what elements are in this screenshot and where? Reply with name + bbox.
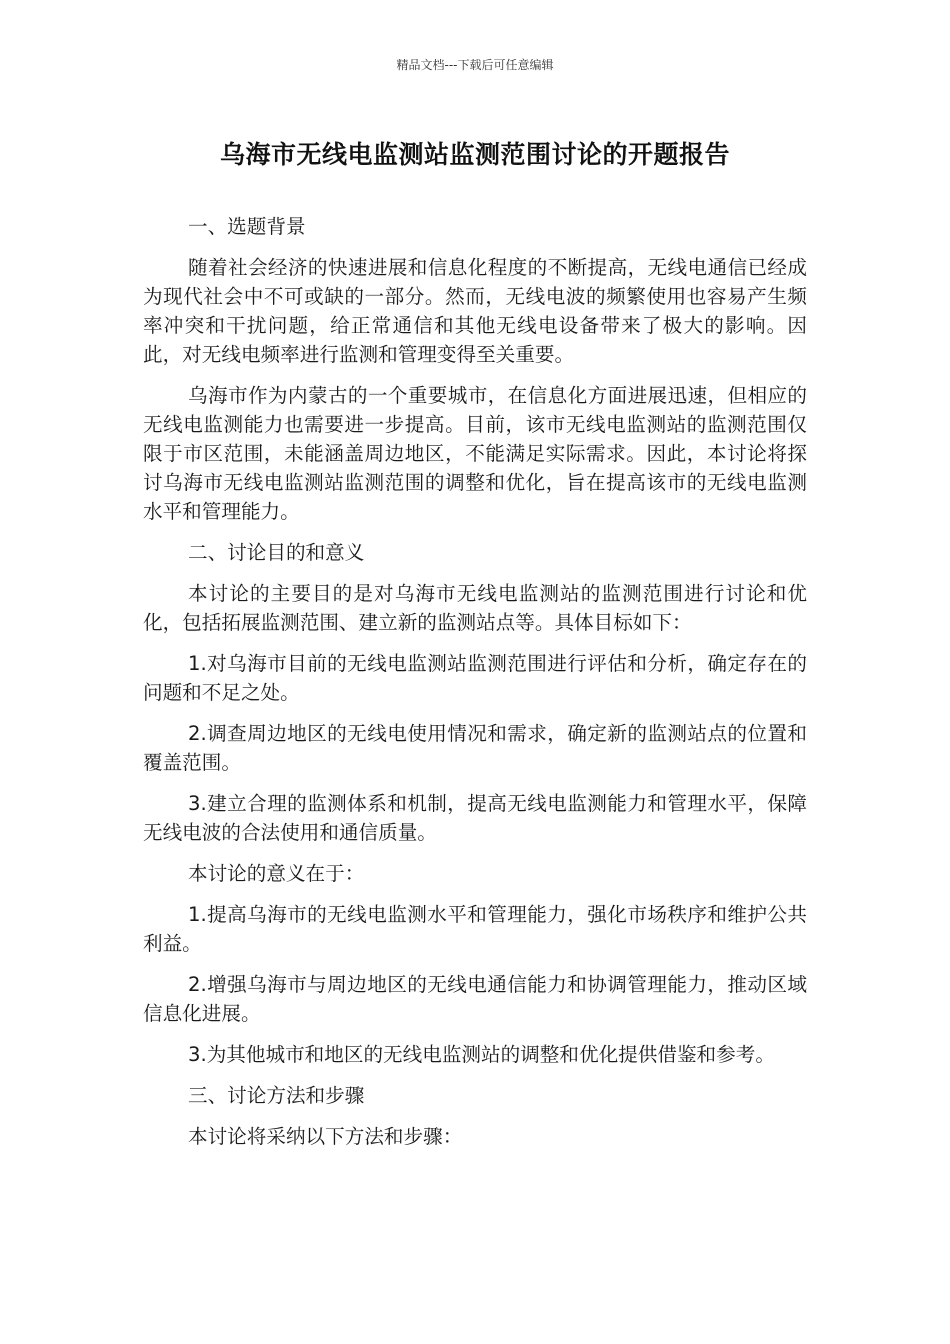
paragraph-purpose-intro: 本讨论的主要目的是对乌海市无线电监测站的监测范围进行讨论和优化，包括拓展监测范围、建立新的监测站点等。具体目标如下：	[143, 582, 807, 634]
paragraph-background-2: 乌海市作为内蒙古的一个重要城市，在信息化方面进展迅速，但相应的无线电监测能力也需要进一步提高。目前，该市无线电监测站的监测范围仅限于市区范围，未能涵盖周边地区，不能满足实际需求。因此，本讨论将探讨乌海市无线电监测站监测范围的调整和优化，旨在提高该市的无线电监测水平和管理能力。	[143, 384, 807, 523]
list-item-significance-2: 2.增强乌海市与周边地区的无线电通信能力和协调管理能力，推动区域信息化进展。	[143, 973, 807, 1025]
document-body	[143, 212, 807, 1163]
section-heading-purpose: 二、讨论目的和意义	[188, 541, 365, 564]
section-heading-methods: 三、讨论方法和步骤	[188, 1084, 365, 1107]
document-title: 乌海市无线电监测站监测范围讨论的开题报告	[219, 140, 730, 169]
list-item-significance-3: 3.为其他城市和地区的无线电监测站的调整和优化提供借鉴和参考。	[188, 1043, 775, 1066]
page-header: 精品文档---下载后可任意编辑	[396, 58, 554, 72]
list-item-goal-1: 1.对乌海市目前的无线电监测站监测范围进行评估和分析，确定存在的问题和不足之处。	[143, 652, 807, 704]
paragraph-background-1: 随着社会经济的快速进展和信息化程度的不断提高，无线电通信已经成为现代社会中不可或缺的一部分。然而，无线电波的频繁使用也容易产生频率冲突和干扰问题，给正常通信和其他无线电设备带来了极大的影响。因此，对无线电频率进行监测和管理变得至关重要。	[143, 256, 807, 366]
section-heading-background: 一、选题背景	[188, 215, 306, 238]
list-item-significance-1: 1.提高乌海市的无线电监测水平和管理能力，强化市场秩序和维护公共利益。	[143, 903, 807, 955]
list-item-goal-3: 3.建立合理的监测体系和机制，提高无线电监测能力和管理水平，保障无线电波的合法使用和通信质量。	[143, 792, 807, 844]
paragraph-methods-intro: 本讨论将采纳以下方法和步骤：	[188, 1125, 463, 1148]
list-item-goal-2: 2.调查周边地区的无线电使用情况和需求，确定新的监测站点的位置和覆盖范围。	[143, 722, 807, 774]
paragraph-significance-intro: 本讨论的意义在于：	[188, 862, 365, 885]
